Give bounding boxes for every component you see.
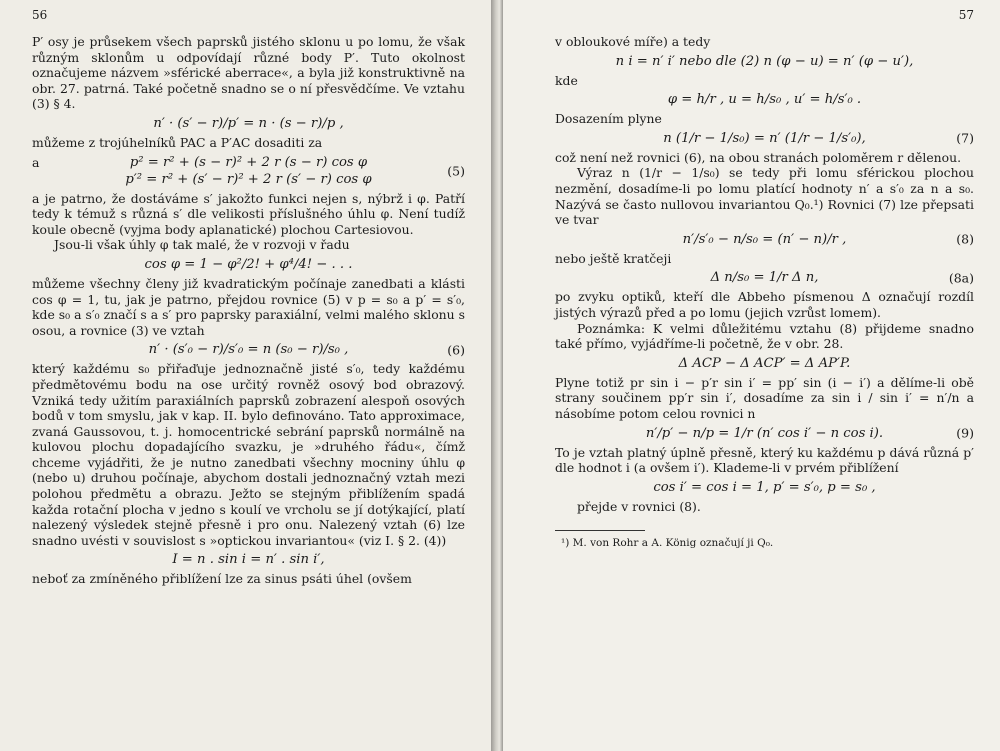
equation-7 bbox=[555, 130, 974, 147]
equation-number: (6) bbox=[447, 342, 465, 358]
page-number: 56 bbox=[32, 8, 48, 22]
paragraph: nebo ještě kratčeji bbox=[555, 250, 672, 266]
right-page bbox=[503, 0, 1000, 751]
equation-number: (8a) bbox=[948, 270, 974, 286]
equation-number: (5) bbox=[447, 163, 465, 179]
equation-text: n′/p′ − n/p = 1/r (n′ cos i′ − n cos i). bbox=[645, 425, 884, 441]
equation-line: p′² = r² + (s′ − r)² + 2 r (s′ − r) cos φ bbox=[125, 171, 372, 187]
equation bbox=[32, 551, 465, 568]
paragraph: Plyne totiž pr sin i − p′r sin i′ = pp′ sin (i − i′) a dělíme-li obě strany součinem pp′r sin i′, dosadíme za sin i / sin i′ = n′/n a násobíme potom celou rovnici n bbox=[555, 374, 974, 421]
paragraph: což není než rovnici (6), na obou stranách poloměrem r dělenou. bbox=[555, 149, 962, 165]
equation-text: I = n . sin i = n′ . sin i′, bbox=[172, 552, 325, 568]
equation-5 bbox=[32, 154, 465, 188]
paragraph: Výraz n (1/r − 1/s₀) se tedy při lomu sférickou plochou nezmění, dosadíme-li po lomu platící hodnoty n′ a s′₀ za n a s₀. Nazývá se často nullovou invariantou Q₀.¹) Rovnici (7) lze přepsati ve tvar bbox=[555, 165, 974, 228]
paragraph: kde bbox=[555, 72, 578, 88]
paragraph: v obloukové míře) a tedy bbox=[555, 34, 711, 49]
equation-text: n (1/r − 1/s₀) = n′ (1/r − 1/s′₀), bbox=[663, 130, 866, 146]
equation-9 bbox=[555, 425, 974, 442]
paragraph: můžeme z trojúhelníků PAC a P′AC dosaditi za bbox=[32, 134, 323, 150]
book-gutter bbox=[491, 0, 503, 751]
footnote: ¹) M. von Rohr a A. König označují ji Q₀. bbox=[561, 537, 774, 550]
equation bbox=[555, 479, 974, 496]
equation-number: (9) bbox=[956, 425, 974, 441]
equation-text: Δ n/s₀ = 1/r Δ n, bbox=[710, 270, 819, 286]
paragraph: po zvyku optiků, kteří dle Abbeho písmenou Δ označují rozdíl jistých výrazů před a po lomu (jejich vzrůst lomem). bbox=[555, 289, 974, 320]
equation-text: n i = n′ i′ nebo dle (2) n (φ − u) = n′ (φ − u′), bbox=[615, 53, 914, 69]
paragraph: přejde v rovnici (8). bbox=[577, 498, 701, 514]
page-number: 57 bbox=[958, 8, 974, 22]
equation-6 bbox=[32, 341, 465, 358]
equation bbox=[555, 91, 974, 108]
equation bbox=[555, 53, 974, 70]
paragraph: Dosazením plyne bbox=[555, 111, 662, 127]
paragraph: neboť za zmíněného přiblížení lze za sinus psáti úhel (ovšem bbox=[32, 571, 412, 587]
equation-text: cos i′ = cos i = 1, p′ = s′₀, p = s₀ , bbox=[653, 479, 876, 495]
left-page bbox=[0, 0, 491, 751]
paragraph: Jsou-li však úhly φ tak malé, že v rozvoji v řadu bbox=[54, 237, 350, 253]
paragraph: který každému s₀ přiřaďuje jednoznačně jisté s′₀, tedy každému předmětovému bodu na ose určitý rovněž osový bod obrazový. Vzniká tedy užitím paraxiálních paprsků zobrazení alespoň osových bodů v tom smyslu, jak v kap. II. bylo definováno. Tato approximace, zvaná Gaussovou, t. j. homocentrické sebrání paprsků normálně na kulovou plochu dopadajícího svazku, je »druhého řádu«, čímž chceme vyjádřiti, že je nutno zanedbati všechny mocniny úhlu φ (nebo u) druhou počínaje, abychom dostali jednoznačný vztah mezi polohou předmětu a obrazu. Ježto se stejným přiblížením spadá každa rotační plocha v jedno s koulí ve vrcholu se jí dotýkající, platí nalezený výsledek stejně přesně i pro onu. Nalezený vztah (6) lze snadno uvésti v souvislost s »optickou invariantou« (viz I. § 2. (4)) bbox=[32, 361, 465, 548]
equation-text: n′ · (s′₀ − r)/s′₀ = n (s₀ − r)/s₀ , bbox=[148, 342, 349, 358]
equation bbox=[32, 256, 465, 273]
paragraph: a je patrno, že dostáváme s′ jakožto funkci nejen s, nýbrž i φ. Patří tedy k témuž s různá s′ dle velikosti příslušného úhlu φ. Není tudíž koule obecně (vyjma body aplanatické) plochou Cartesiovou. bbox=[32, 190, 465, 237]
equation-text: n′ · (s′ − r)/p′ = n · (s − r)/p , bbox=[153, 115, 344, 131]
equation-number: (8) bbox=[956, 231, 974, 247]
equation bbox=[555, 355, 974, 372]
equation-text: Δ ACP − Δ ACP′ = Δ AP′P. bbox=[678, 355, 851, 371]
equation-8a bbox=[555, 269, 974, 286]
paragraph: To je vztah platný úplně přesně, který ku každému p dává různá p′ dle hodnot i (a ovšem i′). Klademe-li v prvém přiblížení bbox=[555, 444, 974, 476]
paragraph: můžeme všechny členy již kvadratickým počínaje zanedbati a klásti cos φ = 1, tu, jak je patrno, přejdou rovnice (5) v p = s₀ a p′ = s′₀, kde s₀ a s′₀ značí s a s′ pro paprsky paraxiální, velmi malého sklonu s osou, a rovnice (3) ve vztah bbox=[32, 275, 465, 338]
equation bbox=[32, 115, 465, 132]
equation-text: n′/s′₀ − n/s₀ = (n′ − n)/r , bbox=[682, 231, 847, 247]
equation-text: cos φ = 1 − φ²/2! + φ⁴/4! − . . . bbox=[144, 256, 353, 272]
equation-number: (7) bbox=[956, 130, 974, 146]
equation-lead: a bbox=[32, 154, 40, 170]
equation-8 bbox=[555, 231, 974, 248]
paragraph: Poznámka: K velmi důležitému vztahu (8) přijdeme snadno také přímo, vyjádříme-li početně, že v obr. 28. bbox=[555, 320, 974, 352]
paragraph: P′ osy je průsekem všech paprsků jistého sklonu u po lomu, že však různým sklonům u odpovídají různé body P′. Tuto okolnost označujeme názvem »sférické aberrace«, a byla již konstruktivně na obr. 27. patrná. Také početně snadno se o ní přesvědčíme. Ve vztahu (3) § 4. bbox=[32, 34, 465, 112]
equation-text: φ = h/r , u = h/s₀ , u′ = h/s′₀ . bbox=[667, 92, 862, 108]
footnote-rule bbox=[555, 530, 645, 531]
equation-line: p² = r² + (s − r)² + 2 r (s − r) cos φ bbox=[129, 154, 368, 170]
